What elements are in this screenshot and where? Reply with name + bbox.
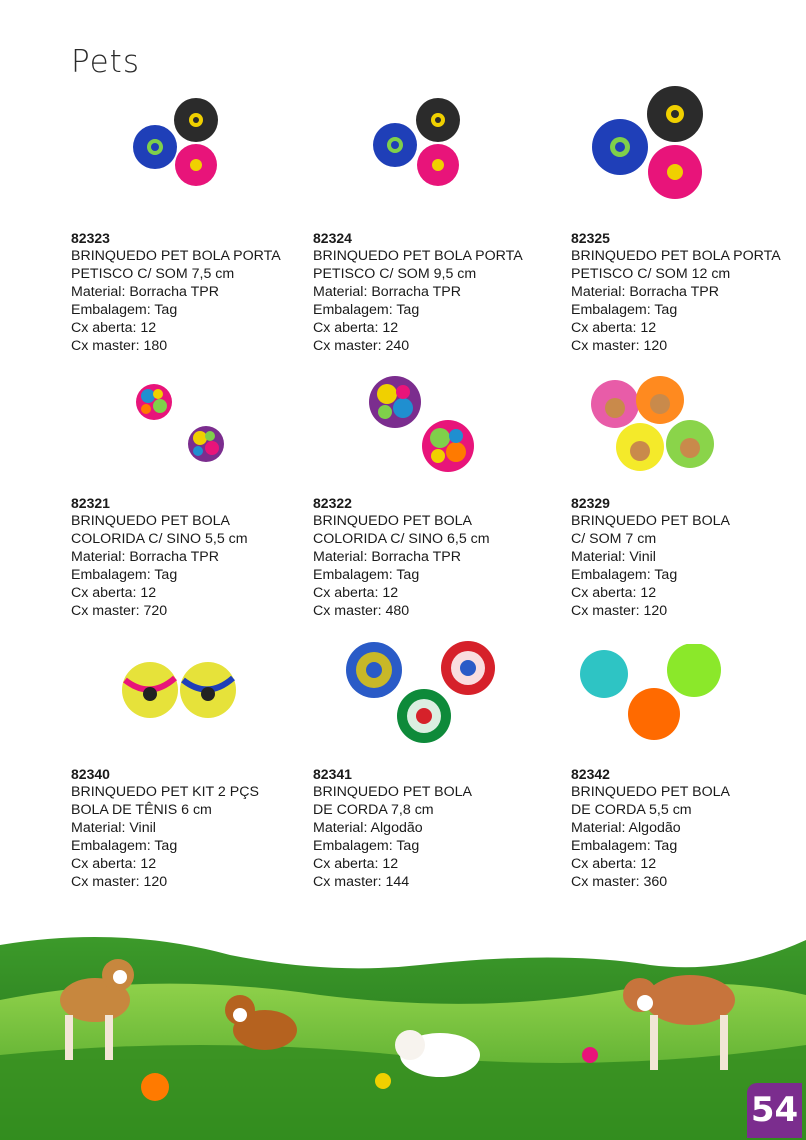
- product-card-82325: [571, 229, 781, 355]
- product-image-82324: [370, 95, 465, 190]
- product-card-82323: [71, 229, 281, 355]
- product-code: 82321: [71, 495, 110, 511]
- product-card-82342: [571, 765, 730, 891]
- product-master-box: Cx master: 120: [571, 338, 668, 354]
- product-card-82340: [71, 765, 259, 891]
- product-material: Material: Borracha TPR: [71, 284, 219, 300]
- product-code: 82341: [313, 766, 352, 782]
- product-open-box: Cx aberta: 12: [571, 585, 657, 601]
- product-name-line1: BRINQUEDO PET BOLA PORTA: [313, 248, 523, 264]
- product-image-82329: [585, 372, 720, 477]
- product-material: Material: Borracha TPR: [313, 549, 461, 565]
- product-packaging: Embalagem: Tag: [313, 838, 420, 854]
- product-master-box: Cx master: 360: [571, 874, 668, 890]
- product-name-line2: DE CORDA 7,8 cm: [313, 802, 434, 818]
- product-open-box: Cx aberta: 12: [313, 320, 399, 336]
- product-image-82342: [576, 644, 726, 744]
- product-name-line1: BRINQUEDO PET BOLA PORTA: [71, 248, 281, 264]
- product-code: 82323: [71, 230, 110, 246]
- product-code: 82325: [571, 230, 610, 246]
- product-name-line2: COLORIDA C/ SINO 6,5 cm: [313, 531, 490, 547]
- product-card-82341: [313, 765, 472, 891]
- product-image-82323: [130, 95, 225, 190]
- product-code: 82342: [571, 766, 610, 782]
- product-material: Material: Algodão: [313, 820, 423, 836]
- product-name-line1: BRINQUEDO PET KIT 2 PÇS: [71, 784, 259, 800]
- product-packaging: Embalagem: Tag: [71, 838, 178, 854]
- product-name-line2: PETISCO C/ SOM 9,5 cm: [313, 266, 477, 282]
- product-packaging: Embalagem: Tag: [571, 567, 678, 583]
- product-packaging: Embalagem: Tag: [71, 567, 178, 583]
- product-card-82322: [313, 494, 490, 620]
- product-card-82324: [313, 229, 523, 355]
- product-name-line1: BRINQUEDO PET BOLA PORTA: [571, 248, 781, 264]
- product-name-line1: BRINQUEDO PET BOLA: [571, 513, 730, 529]
- product-material: Material: Borracha TPR: [313, 284, 461, 300]
- product-master-box: Cx master: 720: [71, 603, 168, 619]
- product-packaging: Embalagem: Tag: [571, 302, 678, 318]
- product-master-box: Cx master: 120: [71, 874, 168, 890]
- product-open-box: Cx aberta: 12: [313, 856, 399, 872]
- product-open-box: Cx aberta: 12: [313, 585, 399, 601]
- product-card-82329: [571, 494, 730, 620]
- product-code: 82340: [71, 766, 110, 782]
- product-name-line1: BRINQUEDO PET BOLA: [571, 784, 730, 800]
- product-open-box: Cx aberta: 12: [71, 585, 157, 601]
- product-master-box: Cx master: 144: [313, 874, 410, 890]
- product-material: Material: Vinil: [571, 549, 656, 565]
- product-name-line1: BRINQUEDO PET BOLA: [71, 513, 230, 529]
- product-name-line1: BRINQUEDO PET BOLA: [313, 784, 472, 800]
- product-material: Material: Algodão: [571, 820, 681, 836]
- product-image-82322: [365, 372, 480, 477]
- product-open-box: Cx aberta: 12: [71, 320, 157, 336]
- product-image-82321: [132, 382, 232, 467]
- product-image-82325: [590, 82, 710, 202]
- product-name-line2: C/ SOM 7 cm: [571, 531, 657, 547]
- product-card-82321: [71, 494, 248, 620]
- product-material: Material: Borracha TPR: [571, 284, 719, 300]
- product-master-box: Cx master: 120: [571, 603, 668, 619]
- product-material: Material: Borracha TPR: [71, 549, 219, 565]
- product-code: 82322: [313, 495, 352, 511]
- product-code: 82329: [571, 495, 610, 511]
- product-name-line2: PETISCO C/ SOM 12 cm: [571, 266, 731, 282]
- product-name-line1: BRINQUEDO PET BOLA: [313, 513, 472, 529]
- product-image-82340: [120, 660, 238, 720]
- product-image-82341: [342, 640, 502, 748]
- product-code: 82324: [313, 230, 352, 246]
- product-name-line2: BOLA DE TÊNIS 6 cm: [71, 802, 212, 818]
- product-packaging: Embalagem: Tag: [571, 838, 678, 854]
- product-open-box: Cx aberta: 12: [71, 856, 157, 872]
- product-master-box: Cx master: 240: [313, 338, 410, 354]
- product-open-box: Cx aberta: 12: [571, 856, 657, 872]
- product-material: Material: Vinil: [71, 820, 156, 836]
- product-name-line2: PETISCO C/ SOM 7,5 cm: [71, 266, 235, 282]
- product-packaging: Embalagem: Tag: [313, 567, 420, 583]
- product-master-box: Cx master: 480: [313, 603, 410, 619]
- product-open-box: Cx aberta: 12: [571, 320, 657, 336]
- product-master-box: Cx master: 180: [71, 338, 168, 354]
- product-name-line2: DE CORDA 5,5 cm: [571, 802, 692, 818]
- page-number-badge: 54: [747, 1083, 802, 1138]
- page-title: Pets: [71, 44, 140, 80]
- product-name-line2: COLORIDA C/ SINO 5,5 cm: [71, 531, 248, 547]
- grass-banner-illustration: [0, 905, 806, 1140]
- product-packaging: Embalagem: Tag: [71, 302, 178, 318]
- product-packaging: Embalagem: Tag: [313, 302, 420, 318]
